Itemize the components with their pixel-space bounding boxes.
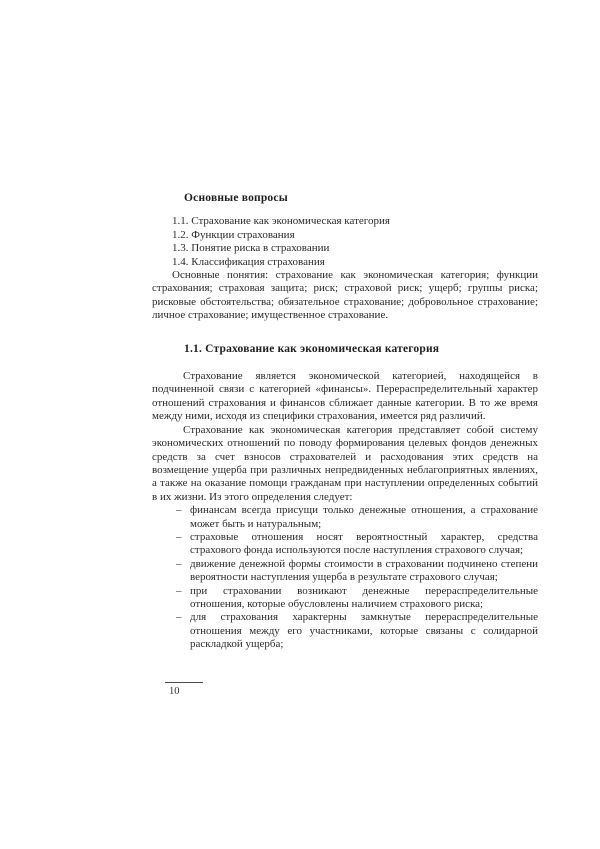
question-list (152, 215, 538, 269)
question-item-2: 1.2. Функции страхования (172, 228, 295, 241)
bullet-item-5 (152, 611, 538, 651)
bullet-item-3 (152, 558, 538, 585)
bullet-text: при страховании возникают денежные перераспределительные отношения, которые обусловлены наличием страхового риска; (190, 584, 538, 610)
bullet-item-4 (152, 585, 538, 612)
bullet-text: страховые отношения носят вероятностный характер, средства страхового фонда используются после наступления страхового случая; (190, 530, 538, 557)
section-paragraph-2: Страхование как экономическая категория представляет собой систему экономических отношений по поводу формирования целевых фондов денежных средств за счет взносов страхователей и расходования этих средств на возмещение ущерба при различных непредвиденных неблагоприятных явлениях, а также на оказание помощи гражданам при наступлении определенных событий в их жизни. Из этого определения следует: (152, 423, 538, 503)
bullet-item-2 (152, 531, 538, 558)
page-number: 10 (169, 686, 180, 697)
dash-marker: – (176, 611, 182, 624)
question-item-1: 1.1. Страхование как экономическая категория (172, 215, 390, 228)
dash-marker: – (176, 504, 182, 517)
question-item-4: 1.4. Классификация страхования (172, 255, 325, 268)
section-heading: 1.1. Страхование как экономическая категория (184, 342, 440, 355)
bullet-item-1 (152, 504, 538, 531)
main-heading: Основные вопросы (184, 192, 288, 204)
section-paragraph-1: Страхование является экономической категорией, находящейся в подчиненной связи с категорией «финансы». Перераспределительный характер отношений страхования и финансов сближает данные категории. В то же время между ними, исходя из специфики страхования, имеется ряд различий. (152, 370, 538, 423)
dash-marker: – (176, 530, 182, 543)
dash-marker: – (176, 584, 182, 597)
bullet-list (152, 504, 538, 651)
dash-marker: – (176, 557, 182, 570)
bullet-text: финансам всегда присущи только денежные отношения, а страхование может быть и натуральным; (190, 504, 538, 530)
bullet-text: для страхования характерны замкнутые перераспределительные отношения между его участниками, которые связаны с солидарной раскладкой ущерба; (190, 611, 538, 651)
footnote-rule (165, 682, 203, 683)
key-terms-paragraph: Основные понятия: страхование как экономическая категория; функции страхования; страховая защита; риск; страховой риск; ущерб; группы риска; рисковые обстоятельства; обязательное страхование; добровольное страхование; личное страхование; имущественное страхование. (152, 269, 538, 322)
bullet-text: движение денежной формы стоимости в страховании подчинено степени вероятности наступления ущерба в результате страхового случая; (190, 557, 538, 584)
page-content (152, 192, 538, 652)
question-item-3: 1.3. Понятие риска в страховании (172, 242, 330, 255)
